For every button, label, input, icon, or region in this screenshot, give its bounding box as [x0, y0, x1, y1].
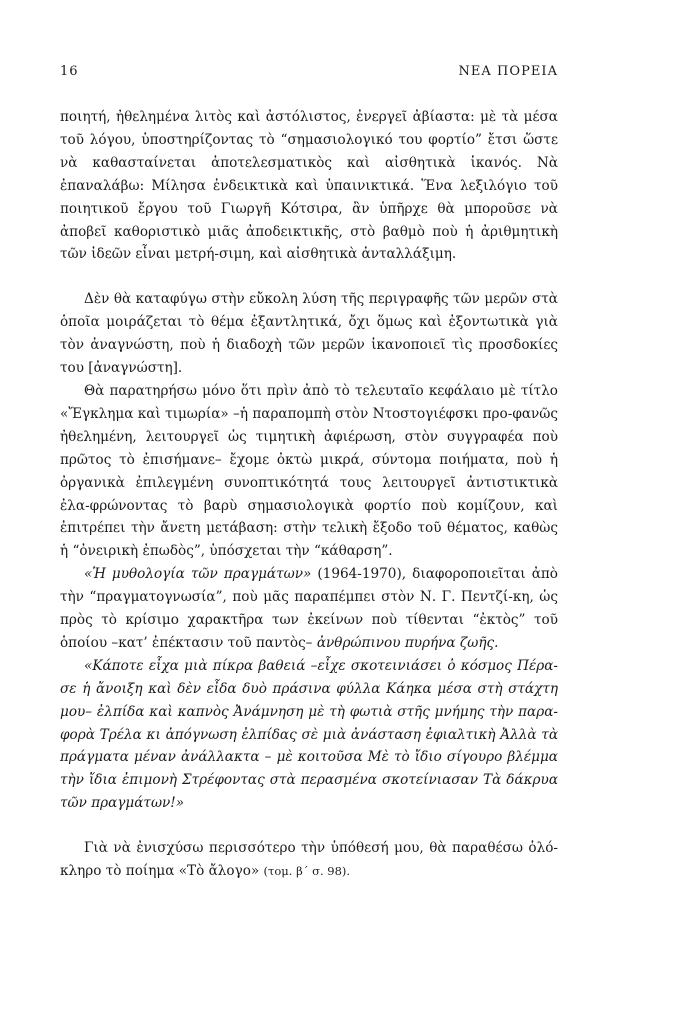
running-header — [60, 64, 558, 79]
volume-reference: (τομ. β΄ σ. 98). — [263, 864, 351, 879]
paragraph-4-text: (1964-1970), διαφοροποιεῖται ἀπὸ τὴν “πραγματογνωσία”, ποὺ μᾶς παραπέμπει στὸν Ν. Γ. Πεντζί-κη, ὡς πρὸς τὸ κρίσιμο χαρακτῆρα των ἐκείνων ποὺ τίθενται “ἐκτὸς” τοῦ ὁποίου –κατ’ ἐπέκτασιν τοῦ παντὸς– — [60, 566, 558, 651]
paragraph-2: Δὲν θὰ καταφύγω στὴν εὔκολη λύση τῆς περιγραφῆς τῶν μερῶν στὰ ὁποῖα μοιράζεται τὸ θέμα ἐξαντλητικά, ὄχι ὅμως καὶ ἐξοντωτικὰ γιὰ τὸν ἀναγνώστη, ποὺ ἡ διαδοχὴ τῶν μερῶν ἱκανοποιεῖ τὶς προσδοκίες του [ἀναγνώστη]. — [60, 291, 558, 377]
book-title-mythology: «Ἡ μυθολογία τῶν πραγμάτων» — [84, 566, 312, 583]
body-text — [60, 106, 558, 883]
paragraph-gap — [60, 266, 558, 288]
paragraph-3: Θὰ παρατηρήσω μόνο ὅτι πρὶν ἀπὸ τὸ τελευταῖο κεφάλαιο μὲ τίτλο «Ἔγκλημα καὶ τιμωρία» –ἡ παραπομπὴ στὸν Ντοστογιέφσκι προ-φανῶς ἠθελημένη, λειτουργεῖ ὡς τιμητικὴ ἀφιέρωση, στὸν συγγραφέα ποὺ πρῶτος τὸ ἐπισήμανε– ἔχομε ὀκτὼ μικρά, σύντομα ποιήματα, ποὺ ἡ ὀργανικὰ ἐπιλεγμένη συνοπτικότητά τους λειτουργεῖ ἀντιστικτικὰ ἐλα-φρώνοντας τὸ βαρὺ σημασιολογικὰ φορτίο ποὺ κομίζουν, καὶ ἐπιτρέπει τὴν ἄνετη μετάβαση: στὴν τελικὴ ἔξοδο τοῦ θέματος, καθὼς ἡ “ὀνειρικὴ ἐπωδὸς”, ὑπόσχεται τὴν “κάθαρση”. — [60, 382, 558, 560]
paragraph-6 — [60, 837, 558, 883]
running-title: ΝΕΑ ΠΟΡΕΙΑ — [458, 64, 558, 79]
paragraph-1: ποιητή, ἠθελημένα λιτὸς καὶ ἀστόλιστος, ἐνεργεῖ ἀβίαστα: μὲ τὰ μέσα τοῦ λόγου, ὑποστηρίζοντας τὸ “σημασιολογικό του φορτίο” ἔτσι ὥστε νὰ καθασταίνεται ἀποτελεσματικὸς καὶ αἰσθητικὰ ἱκανός. Νὰ ἐπαναλάβω: Μίλησα ἐνδεικτικὰ καὶ ὑπαινικτικά. Ἕνα λεξιλόγιο τοῦ ποιητικοῦ ἔργου τοῦ Γιωργῆ Κότσιρα, ἂν ὑπῆρχε θὰ μποροῦσε νὰ ἀποβεῖ καθοριστικὸ μιᾶς ἀποδεικτικῆς, στὸ βαθμὸ ποὺ ἡ ἀριθμητικὴ τῶν ἰδεῶν εἶναι μετρή-σιμη, καὶ αἰσθητικὰ ἀνταλλάξιμη. — [60, 109, 558, 263]
page-number: 16 — [60, 64, 79, 79]
paragraph-4-emphasis: ἀνθρώπινου πυρήνα ζωῆς. — [316, 634, 499, 651]
paragraph-4 — [60, 563, 558, 655]
paragraph-gap — [60, 815, 558, 837]
paragraph-6-text: Γιὰ νὰ ἐνισχύσω περισσότερο τὴν ὑπόθεσή μου, θὰ παραθέσω ὁλό-κληρο τὸ ποίημα «Τὸ ἄλογο» — [60, 840, 558, 880]
quoted-poem: «Κάποτε εἶχα μιὰ πίκρα βαθειά –εἶχε σκοτεινιάσει ὁ κόσμος Πέρα-σε ἡ ἄνοιξη καὶ δὲν εἶδα δυὸ πράσινα φύλλα Κάηκα μέσα στὴ στάχτη μου– ἐλπίδα καὶ καπνὸς Ἀνάμνηση μὲ τὴ φωτιὰ στῆς μνήμης τὴν παρα-φορὰ Τρέλα κι ἀπόγνωση ἐλπίδας σὲ μιὰ ἀνάσταση ἐφιαλτικὴ Ἀλλὰ τὰ πράγματα μέναν ἀνάλλακτα – μὲ κοιτοῦσα Μὲ τὸ ἴδιο σίγουρο βλέμμα τὴν ἴδια ἐπιμονὴ Στρέφοντας στὰ περασμένα σκοτείνιασαν Τὰ δάκρυα τῶν πραγμάτων!» — [60, 657, 558, 812]
